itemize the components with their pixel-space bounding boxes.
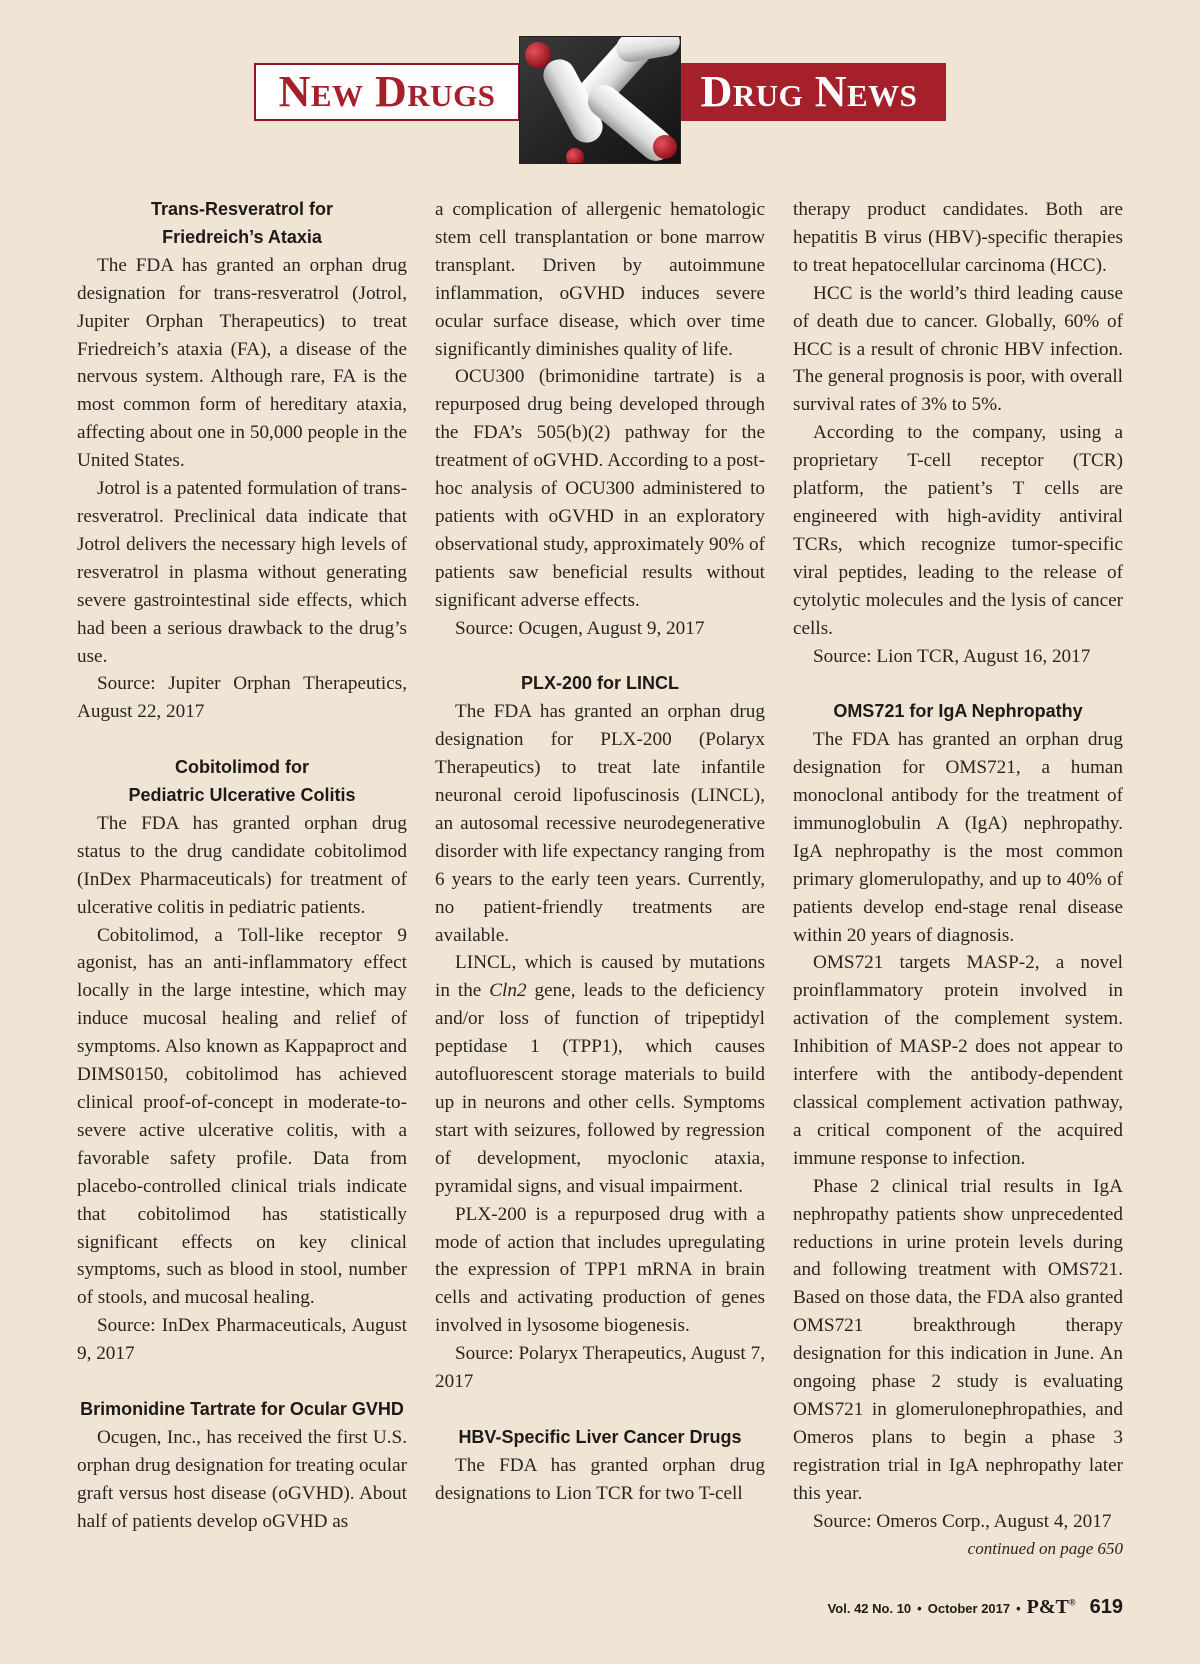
issue-date: October 2017 bbox=[927, 1601, 1011, 1616]
column-3 bbox=[793, 196, 1123, 1563]
source-line: Source: Lion TCR, August 16, 2017 bbox=[813, 645, 1091, 667]
volume-label: Vol. 42 No. 10 bbox=[827, 1601, 912, 1616]
paragraph: OCU300 (brimonidine tartrate) is a repurposed drug being developed through the FDA’s 505(b)(2) pathway for the treatment of oGVHD. According to a post-hoc analysis of OCU300 administered to patients with oGVHD in an exploratory observational study, approximately 90% of patients saw beneficial results without significant adverse effects. bbox=[435, 366, 765, 611]
separator: • bbox=[1016, 1601, 1021, 1616]
paragraph: Jotrol is a patented formulation of trans-resveratrol. Preclinical data indicate that Jotrol delivers the necessary high levels of resveratrol in plasma without generating severe gastrointestinal side effects, which had been a serious drawback to the drug’s use. bbox=[77, 478, 407, 667]
title-line-1: Trans-Resveratrol for bbox=[150, 199, 334, 219]
paragraph: The FDA has granted an orphan drug designation for OMS721, a human monoclonal antibody for the treatment of immunoglobulin A (IgA) nephropathy. IgA nephropathy is the most common primary glomerulopathy, and up to 40% of patients develop end-stage renal disease within 20 years of diagnosis. bbox=[793, 729, 1123, 946]
paragraph: PLX-200 is a repurposed drug with a mode of action that includes upregulating the expression of TPP1 mRNA in brain cells and activating production of genes involved in lysosome biogenesis. bbox=[435, 1203, 765, 1337]
text-run: LINCL, which is caused by mutations in the bbox=[435, 952, 765, 1002]
paragraph-continued: therapy product candidates. Both are hepatitis B virus (HBV)-specific therapies to treat hepatocellular carcinoma (HCC). bbox=[793, 199, 1123, 276]
article-title-hbv: HBV-Specific Liver Cancer Drugs bbox=[458, 1426, 742, 1447]
banner bbox=[0, 0, 1200, 170]
new-drugs-title: New Drugs bbox=[278, 67, 496, 116]
journal-title: P&T bbox=[1026, 1596, 1069, 1618]
new-drugs-banner bbox=[254, 63, 520, 121]
registered-mark: ® bbox=[1068, 1597, 1076, 1608]
title-line-2: Pediatric Ulcerative Colitis bbox=[128, 785, 356, 806]
pills-illustration bbox=[520, 37, 680, 163]
paragraph: The FDA has granted orphan drug status to the drug candidate cobitolimod (InDex Pharmaceuticals) for treatment of ulcerative colitis in pediatric patients. bbox=[77, 812, 407, 918]
article-title-plx-200: PLX-200 for LINCL bbox=[520, 673, 680, 694]
source-line: Source: Omeros Corp., August 4, 2017 bbox=[813, 1510, 1112, 1532]
paragraph: Phase 2 clinical trial results in IgA nephropathy patients show unprecedented reductions in urine protein levels during and following treatment with OMS721. Based on those data, the FDA also granted OMS721 breakthrough therapy designation for this indication in June. An ongoing phase 2 study is evaluating OMS721 in glomerulonephropathies, and Omeros plans to begin a phase 3 registration trial in IgA nephropathy later this year. bbox=[793, 1175, 1123, 1504]
separator: • bbox=[917, 1601, 922, 1616]
paragraph-continued: a complication of allergenic hematologic stem cell transplantation or bone marrow transplant. Driven by autoimmune inflammation, oGVHD induces severe ocular surface disease, which over time significantly diminishes quality of life. bbox=[435, 199, 765, 360]
paragraph: According to the company, using a proprietary T-cell receptor (TCR) platform, the patient’s T cells are engineered with high-avidity antiviral TCRs, which recognize tumor-specific viral peptides, leading to the release of cytolytic molecules and the lysis of cancer cells. bbox=[793, 422, 1123, 639]
drug-news-banner bbox=[672, 63, 946, 121]
column-2 bbox=[435, 196, 765, 1508]
article-title-cobitolimod bbox=[77, 754, 407, 810]
source-line: Source: InDex Pharmaceuticals, August 9, 2017 bbox=[77, 1315, 407, 1365]
article-title-trans-resveratrol bbox=[77, 196, 407, 252]
text-run: gene, leads to the deficiency and/or loss of function of tripeptidyl peptidase 1 (TPP1), which causes autofluorescent storage materials to build up in neurons and other cells. Symptoms start with seizures, followed by regression of development, myoclonic ataxia, pyramidal signs, and visual impairment. bbox=[435, 980, 765, 1197]
continued-link[interactable]: continued on page 650 bbox=[967, 1539, 1123, 1559]
paragraph: The FDA has granted an orphan drug designation for PLX-200 (Polaryx Therapeutics) to treat late infantile neuronal ceroid lipofuscinosis (LINCL), an autosomal recessive neurodegenerative disorder with life expectancy ranging from 6 years to the early teen years. Currently, no patient-friendly treatments are available. bbox=[435, 701, 765, 946]
paragraph bbox=[435, 949, 765, 1200]
source-line: Source: Polaryx Therapeutics, August 7, 2017 bbox=[435, 1343, 765, 1393]
source-line: Source: Jupiter Orphan Therapeutics, August 22, 2017 bbox=[77, 673, 407, 723]
paragraph: Ocugen, Inc., has received the first U.S. orphan drug designation for treating ocular graft versus host disease (oGVHD). About half of patients develop oGVHD as bbox=[77, 1426, 407, 1532]
column-1 bbox=[77, 196, 407, 1535]
page-number: 619 bbox=[1089, 1596, 1123, 1618]
page-footer bbox=[828, 1596, 1123, 1619]
source-line: Source: Ocugen, August 9, 2017 bbox=[455, 617, 705, 639]
paragraph: HCC is the world’s third leading cause of death due to cancer. Globally, 60% of HCC is a result of chronic HBV infection. The general prognosis is poor, with overall survival rates of 3% to 5%. bbox=[793, 282, 1123, 416]
journal-name bbox=[1027, 1596, 1076, 1619]
drug-news-title: Drug News bbox=[700, 67, 918, 116]
article-title-oms721: OMS721 for IgA Nephropathy bbox=[833, 701, 1083, 722]
article-title-brimonidine: Brimonidine Tartrate for Ocular GVHD bbox=[80, 1398, 404, 1419]
paragraph: Cobitolimod, a Toll-like receptor 9 agonist, has an anti-inflammatory effect locally in the large intestine, which may induce mucosal healing and relief of symptoms. Also known as Kappaproct and DIMS0150, cobitolimod has achieved clinical proof-of-concept in moderate-to-severe active ulcerative colitis, with a favorable safety profile. Data from placebo-controlled clinical trials indicate that cobitolimod has statistically significant effects on key clinical symptoms, such as blood in stool, number of stools, and mucosal healing. bbox=[77, 924, 407, 1309]
pills-photo bbox=[519, 36, 681, 164]
gene-name: Cln2 bbox=[489, 980, 527, 1002]
paragraph: The FDA has granted an orphan drug designation for trans-resveratrol (Jotrol, Jupiter Orphan Therapeutics) to treat Friedreich’s ataxia (FA), a disease of the nervous system. Although rare, FA is the most common form of hereditary ataxia, affecting about one in 50,000 people in the United States. bbox=[77, 254, 407, 472]
title-line-2: Friedreich’s Ataxia bbox=[162, 226, 322, 247]
paragraph: The FDA has granted orphan drug designations to Lion TCR for two T-cell bbox=[435, 1454, 765, 1504]
title-line-1: Cobitolimod for bbox=[175, 757, 309, 778]
paragraph: OMS721 targets MASP-2, a novel proinflammatory protein involved in activation of the complement system. Inhibition of MASP-2 does not appear to interfere with the antibody-dependent classical complement activation pathway, a critical component of the acquired immune response to infection. bbox=[793, 952, 1123, 1169]
